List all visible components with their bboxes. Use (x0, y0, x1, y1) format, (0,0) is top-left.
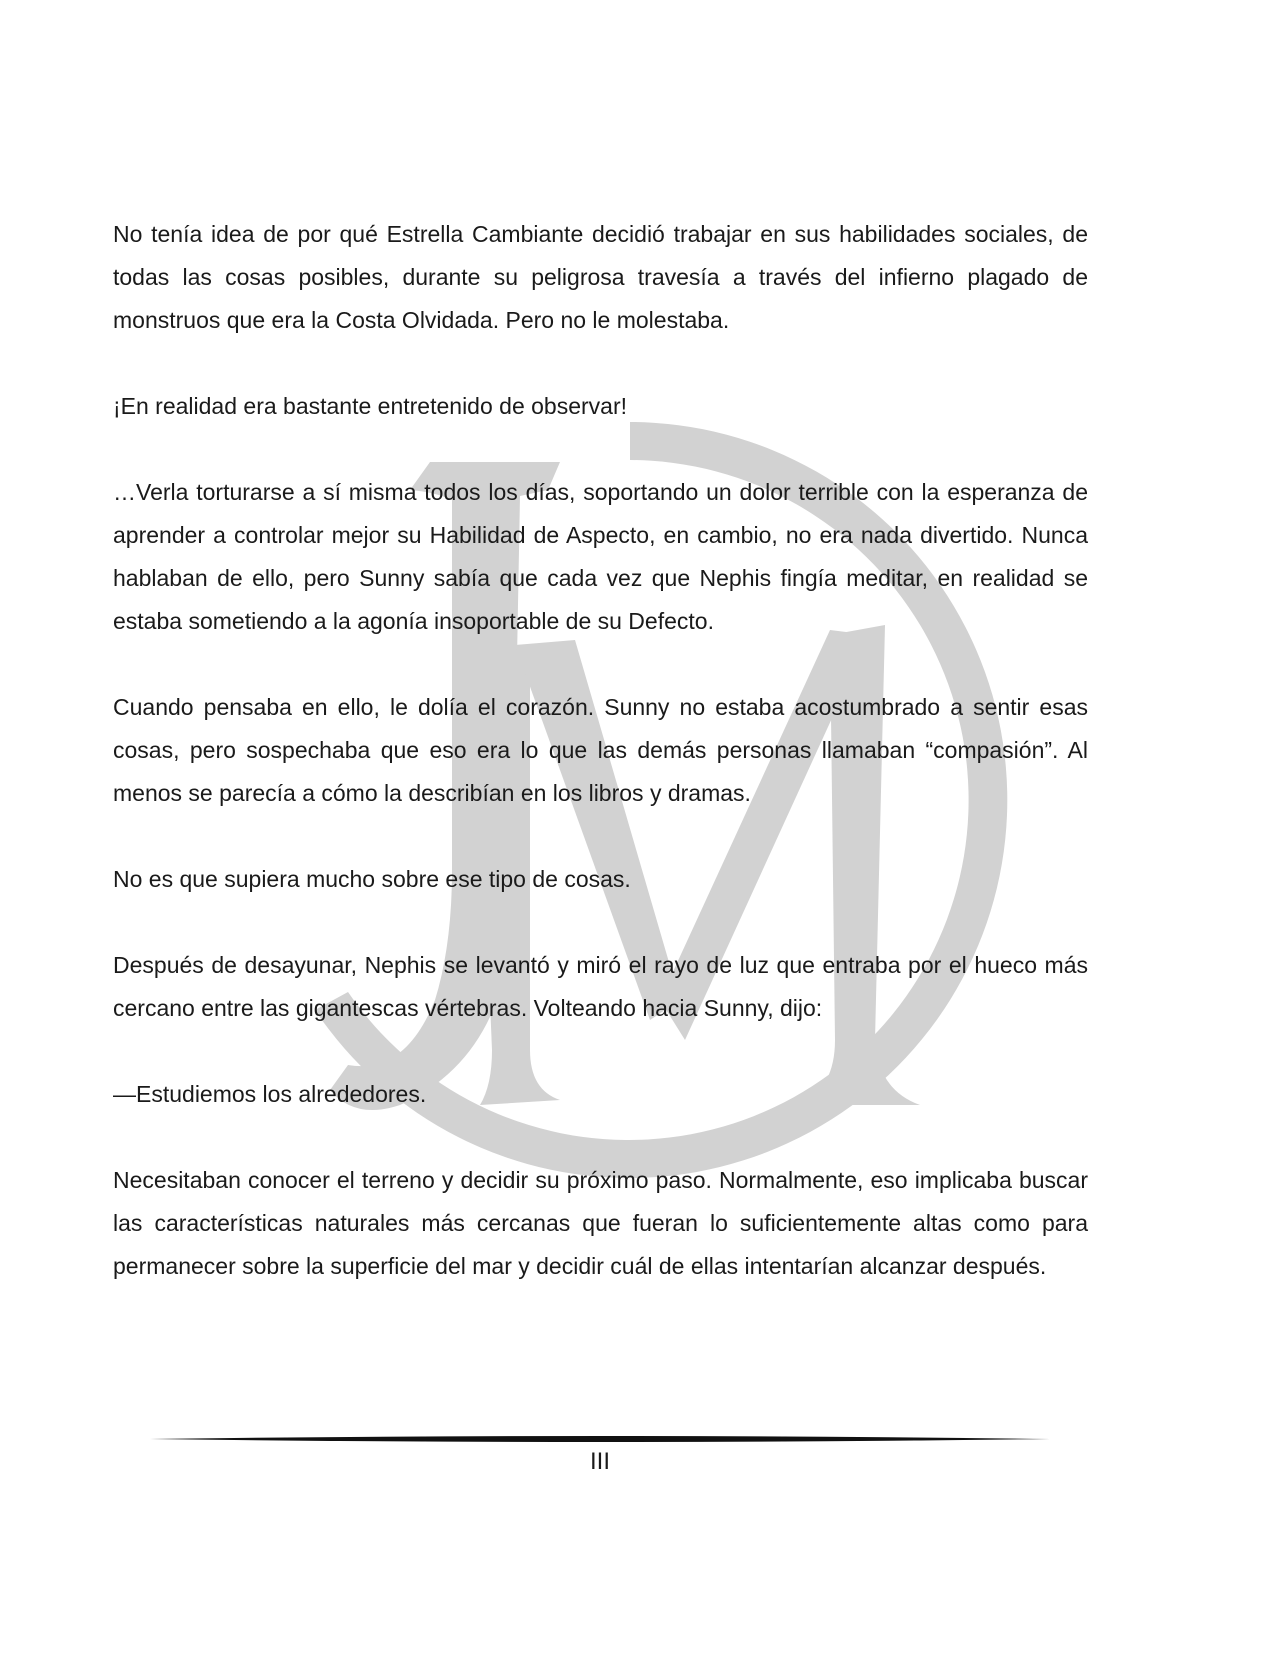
paragraph-8: Necesitaban conocer el terreno y decidir su próximo paso. Normalmente, eso implicaba buscar las características naturales más cercanas que fueran lo suficientemente altas como para permanecer sobre la superficie del mar y decidir cuál de ellas intentarían alcanzar después. (113, 1167, 1088, 1279)
paragraph-1: No tenía idea de por qué Estrella Cambiante decidió trabajar en sus habilidades sociales, de todas las cosas posibles, durante su peligrosa travesía a través del infierno plagado de monstruos que era la Costa Olvidada. Pero no le molestaba. (113, 221, 1088, 333)
paragraph-5: No es que supiera mucho sobre ese tipo de cosas. (113, 866, 631, 892)
paragraph-6: Después de desayunar, Nephis se levantó y miró el rayo de luz que entraba por el hueco más cercano entre las gigantescas vértebras. Volteando hacia Sunny, dijo: (113, 952, 1088, 1021)
paragraph-2: ¡En realidad era bastante entretenido de observar! (113, 393, 627, 419)
document-body (113, 213, 1088, 1288)
paragraph-4: Cuando pensaba en ello, le dolía el corazón. Sunny no estaba acostumbrado a sentir esas cosas, pero sospechaba que eso era lo que las demás personas llamaban “compasión”. Al menos se parecía a cómo la describían en los libros y dramas. (113, 694, 1088, 806)
paragraph-7: —Estudiemos los alrededores. (113, 1081, 427, 1107)
page-number: III (589, 1448, 610, 1475)
tapered-rule-divider (150, 1434, 1050, 1444)
paragraph-3: …Verla torturarse a sí misma todos los días, soportando un dolor terrible con la esperanza de aprender a controlar mejor su Habilidad de Aspecto, en cambio, no era nada divertido. Nunca hablaban de ello, pero Sunny sabía que cada vez que Nephis fingía meditar, en realidad se estaba sometiendo a la agonía insoportable de su Defecto. (113, 479, 1088, 634)
